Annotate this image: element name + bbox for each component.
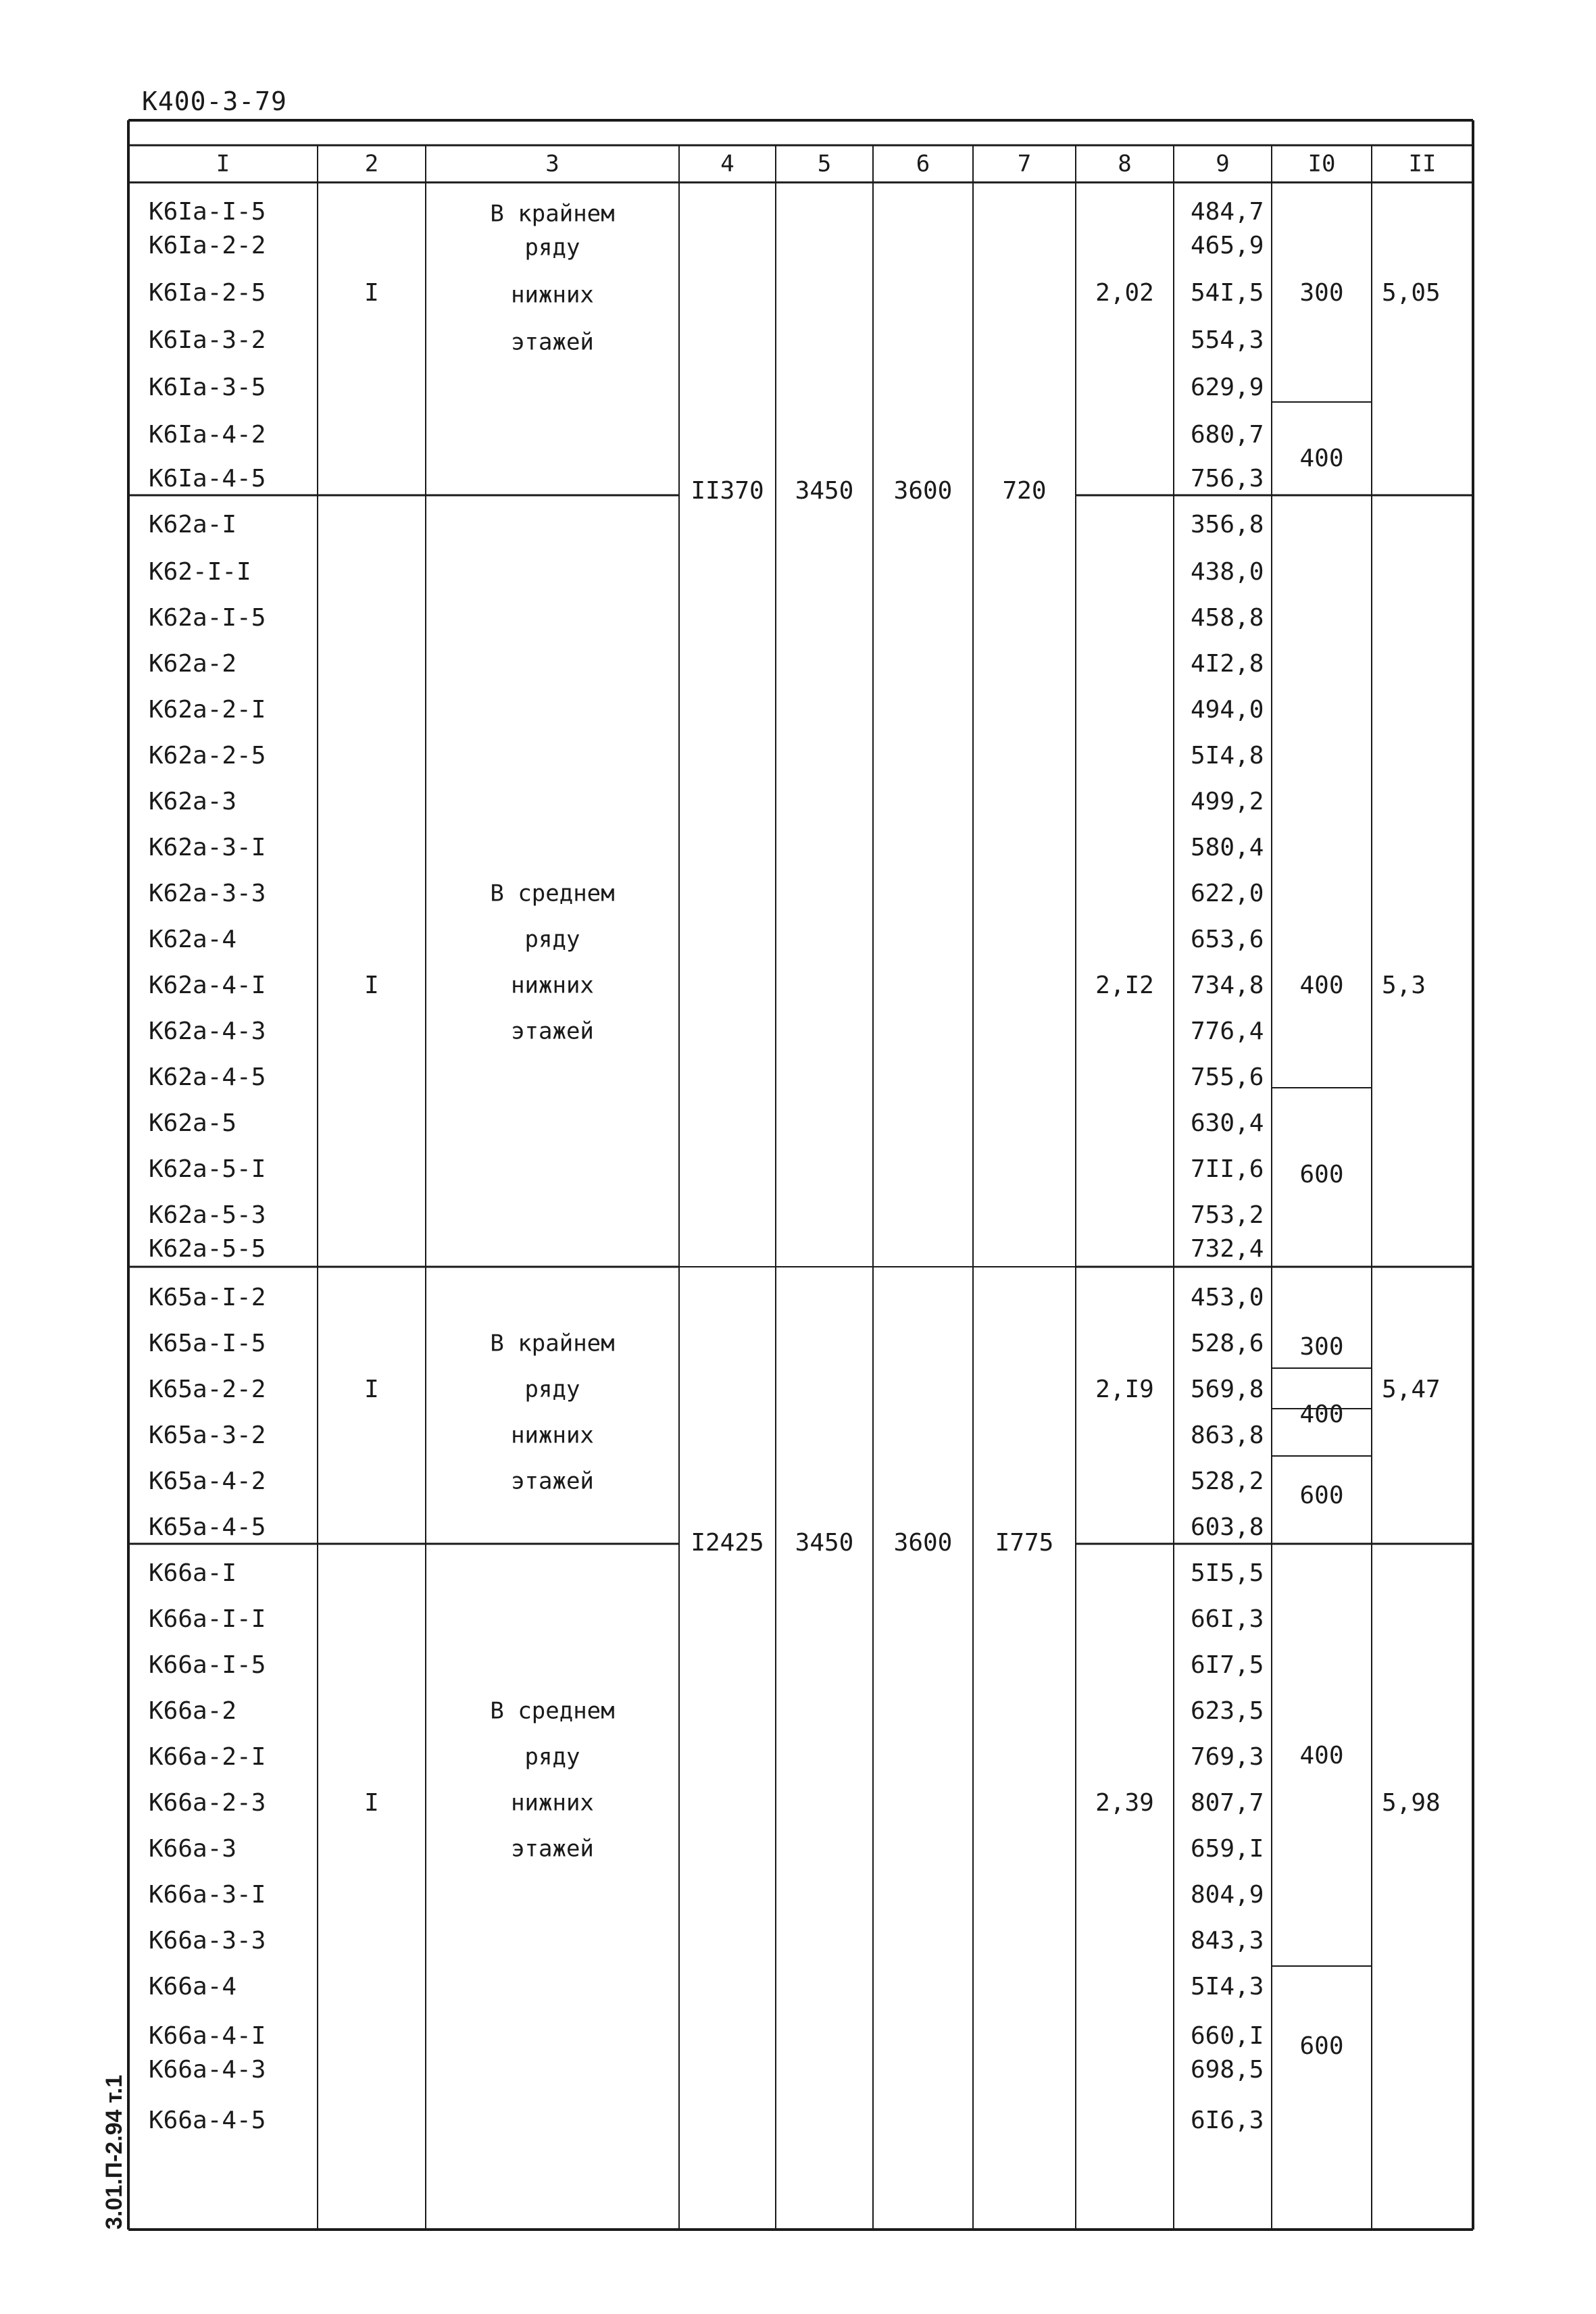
mark-cell: К6Iа-2-2 — [149, 232, 266, 259]
weight-cell: 863,8 — [1191, 1422, 1264, 1449]
col7-cell: I775 — [995, 1529, 1054, 1557]
position-cell: В среднем — [490, 1697, 615, 1725]
mark-cell: К62а-4-5 — [149, 1063, 266, 1091]
column-header: 6 — [916, 150, 930, 178]
weight-cell: 843,3 — [1191, 1927, 1264, 1955]
weight-cell: 680,7 — [1191, 421, 1264, 449]
weight-cell: 630,4 — [1191, 1109, 1264, 1137]
mark-cell: К65а-2-2 — [149, 1376, 266, 1403]
mark-cell: К62а-5-I — [149, 1155, 266, 1183]
mark-cell: К66а-2 — [149, 1697, 237, 1725]
mark-cell: К66а-3 — [149, 1835, 237, 1863]
mark-cell: К62а-4 — [149, 926, 237, 953]
weight-cell: 528,6 — [1191, 1330, 1264, 1357]
col11-cell: 5,3 — [1382, 972, 1426, 999]
col4-cell: I2425 — [691, 1529, 764, 1557]
weight-cell: 660,I — [1191, 2022, 1264, 2050]
mark-cell: К62а-I — [149, 511, 237, 538]
col5-cell: 3450 — [795, 477, 854, 505]
weight-cell: 66I,3 — [1191, 1605, 1264, 1633]
col7-cell: 720 — [1002, 477, 1047, 505]
col11-cell: 5,47 — [1382, 1376, 1441, 1403]
weight-cell: 554,3 — [1191, 326, 1264, 354]
weight-cell: 776,4 — [1191, 1017, 1264, 1045]
mark-cell: К65а-3-2 — [149, 1422, 266, 1449]
position-cell: этажей — [511, 1017, 594, 1045]
weight-cell: 54I,5 — [1191, 279, 1264, 307]
position-cell: нижних — [511, 1422, 594, 1449]
column-header: 7 — [1017, 150, 1032, 178]
mark-cell: К66а-4 — [149, 1973, 237, 2001]
mark-cell: К6Iа-3-5 — [149, 374, 266, 401]
document-code: К400-3-79 — [142, 86, 287, 116]
column-header: 2 — [364, 150, 379, 178]
position-cell: ряду — [524, 1743, 580, 1771]
column-header: 8 — [1118, 150, 1132, 178]
mark-cell: К62а-3-I — [149, 834, 266, 861]
weight-cell: 5I4,8 — [1191, 742, 1264, 770]
weight-cell: 603,8 — [1191, 1513, 1264, 1541]
weight-cell: 732,4 — [1191, 1235, 1264, 1263]
mark-cell: К6Iа-4-2 — [149, 421, 266, 449]
mark-cell: К62а-5 — [149, 1109, 237, 1137]
weight-cell: 356,8 — [1191, 511, 1264, 538]
col10-cell: 600 — [1299, 1161, 1344, 1188]
mark-cell: К62а-5-3 — [149, 1201, 266, 1229]
mark-cell: К62а-4-I — [149, 972, 266, 999]
mark-cell: К6Iа-4-5 — [149, 465, 266, 493]
weight-cell: 7II,6 — [1191, 1155, 1264, 1183]
quantity-cell: I — [364, 1789, 379, 1817]
weight-cell: 753,2 — [1191, 1201, 1264, 1229]
column-header: 3 — [545, 150, 559, 178]
mark-cell: К66а-3-I — [149, 1881, 266, 1909]
position-cell: нижних — [511, 1789, 594, 1817]
position-cell: В среднем — [490, 880, 615, 907]
col10-cell: 600 — [1299, 2032, 1344, 2060]
mark-cell: К6Iа-I-5 — [149, 198, 266, 226]
mark-cell: К62а-4-3 — [149, 1017, 266, 1045]
weight-cell: 484,7 — [1191, 198, 1264, 226]
mark-cell: К62а-2-I — [149, 696, 266, 724]
mark-cell: К62а-I-5 — [149, 604, 266, 632]
weight-cell: 734,8 — [1191, 972, 1264, 999]
side-stamp: 3.01.П-2.94 т.1 — [101, 2074, 127, 2230]
position-cell: нижних — [511, 972, 594, 999]
weight-cell: 528,2 — [1191, 1467, 1264, 1495]
weight-cell: 755,6 — [1191, 1063, 1264, 1091]
col10-cell: 400 — [1299, 972, 1344, 999]
position-cell: В крайнем — [490, 200, 615, 228]
mark-cell: К66а-I-I — [149, 1605, 266, 1633]
mark-cell: К62а-3 — [149, 788, 237, 815]
weight-cell: 458,8 — [1191, 604, 1264, 632]
weight-cell: 653,6 — [1191, 926, 1264, 953]
weight-cell: 804,9 — [1191, 1881, 1264, 1909]
mark-cell: К66а-4-I — [149, 2022, 266, 2050]
position-cell: ряду — [524, 234, 580, 261]
col10-cell: 400 — [1299, 445, 1344, 472]
position-cell: этажей — [511, 328, 594, 356]
table-grid — [128, 120, 1473, 2230]
weight-cell: 769,3 — [1191, 1743, 1264, 1771]
col5-cell: 3450 — [795, 1529, 854, 1557]
position-cell: этажей — [511, 1835, 594, 1863]
col4-cell: II370 — [691, 477, 764, 505]
weight-cell: 6I7,5 — [1191, 1651, 1264, 1679]
mark-cell: К62а-5-5 — [149, 1235, 266, 1263]
weight-cell: 659,I — [1191, 1835, 1264, 1863]
weight-cell: 756,3 — [1191, 465, 1264, 493]
mark-cell: К66а-3-3 — [149, 1927, 266, 1955]
col8-cell: 2,I2 — [1095, 972, 1154, 999]
col10-cell: 400 — [1299, 1401, 1344, 1428]
column-header: 5 — [817, 150, 832, 178]
mark-cell: К66а-4-3 — [149, 2056, 266, 2084]
weight-cell: 5I4,3 — [1191, 1973, 1264, 2001]
weight-cell: 629,9 — [1191, 374, 1264, 401]
weight-cell: 622,0 — [1191, 880, 1264, 907]
col8-cell: 2,I9 — [1095, 1376, 1154, 1403]
column-header: 9 — [1216, 150, 1230, 178]
weight-cell: 580,4 — [1191, 834, 1264, 861]
mark-cell: К66а-2-3 — [149, 1789, 266, 1817]
col10-cell: 600 — [1299, 1482, 1344, 1509]
weight-cell: 623,5 — [1191, 1697, 1264, 1725]
weight-cell: 698,5 — [1191, 2056, 1264, 2084]
column-header: I0 — [1307, 150, 1336, 178]
column-header: II — [1408, 150, 1437, 178]
column-header: I — [216, 150, 230, 178]
weight-cell: 6I6,3 — [1191, 2107, 1264, 2134]
weight-cell: 807,7 — [1191, 1789, 1264, 1817]
position-cell: этажей — [511, 1467, 594, 1495]
col11-cell: 5,98 — [1382, 1789, 1441, 1817]
position-cell: ряду — [524, 1376, 580, 1403]
mark-cell: К6Iа-3-2 — [149, 326, 266, 354]
mark-cell: К65а-I-2 — [149, 1284, 266, 1311]
position-cell: нижних — [511, 281, 594, 309]
col11-cell: 5,05 — [1382, 279, 1441, 307]
mark-cell: К65а-I-5 — [149, 1330, 266, 1357]
quantity-cell: I — [364, 1376, 379, 1403]
weight-cell: 494,0 — [1191, 696, 1264, 724]
position-cell: В крайнем — [490, 1330, 615, 1357]
col8-cell: 2,39 — [1095, 1789, 1154, 1817]
mark-cell: К65а-4-5 — [149, 1513, 266, 1541]
position-cell: ряду — [524, 926, 580, 953]
quantity-cell: I — [364, 972, 379, 999]
col8-cell: 2,02 — [1095, 279, 1154, 307]
mark-cell: К66а-I — [149, 1559, 237, 1587]
col6-cell: 3600 — [893, 1529, 953, 1557]
col10-cell: 300 — [1299, 279, 1344, 307]
weight-cell: 5I5,5 — [1191, 1559, 1264, 1587]
weight-cell: 499,2 — [1191, 788, 1264, 815]
weight-cell: 438,0 — [1191, 558, 1264, 586]
weight-cell: 569,8 — [1191, 1376, 1264, 1403]
col10-cell: 300 — [1299, 1333, 1344, 1361]
mark-cell: К62а-2-5 — [149, 742, 266, 770]
mark-cell: К66а-2-I — [149, 1743, 266, 1771]
mark-cell: К62а-2 — [149, 650, 237, 678]
col6-cell: 3600 — [893, 477, 953, 505]
weight-cell: 4I2,8 — [1191, 650, 1264, 678]
quantity-cell: I — [364, 279, 379, 307]
mark-cell: К6Iа-2-5 — [149, 279, 266, 307]
mark-cell: К62а-3-3 — [149, 880, 266, 907]
column-header: 4 — [720, 150, 734, 178]
mark-cell: К66а-I-5 — [149, 1651, 266, 1679]
table-text — [149, 151, 1441, 2135]
weight-cell: 465,9 — [1191, 232, 1264, 259]
mark-cell: К66а-4-5 — [149, 2107, 266, 2134]
mark-cell: К62-I-I — [149, 558, 251, 586]
mark-cell: К65а-4-2 — [149, 1467, 266, 1495]
col10-cell: 400 — [1299, 1742, 1344, 1769]
weight-cell: 453,0 — [1191, 1284, 1264, 1311]
